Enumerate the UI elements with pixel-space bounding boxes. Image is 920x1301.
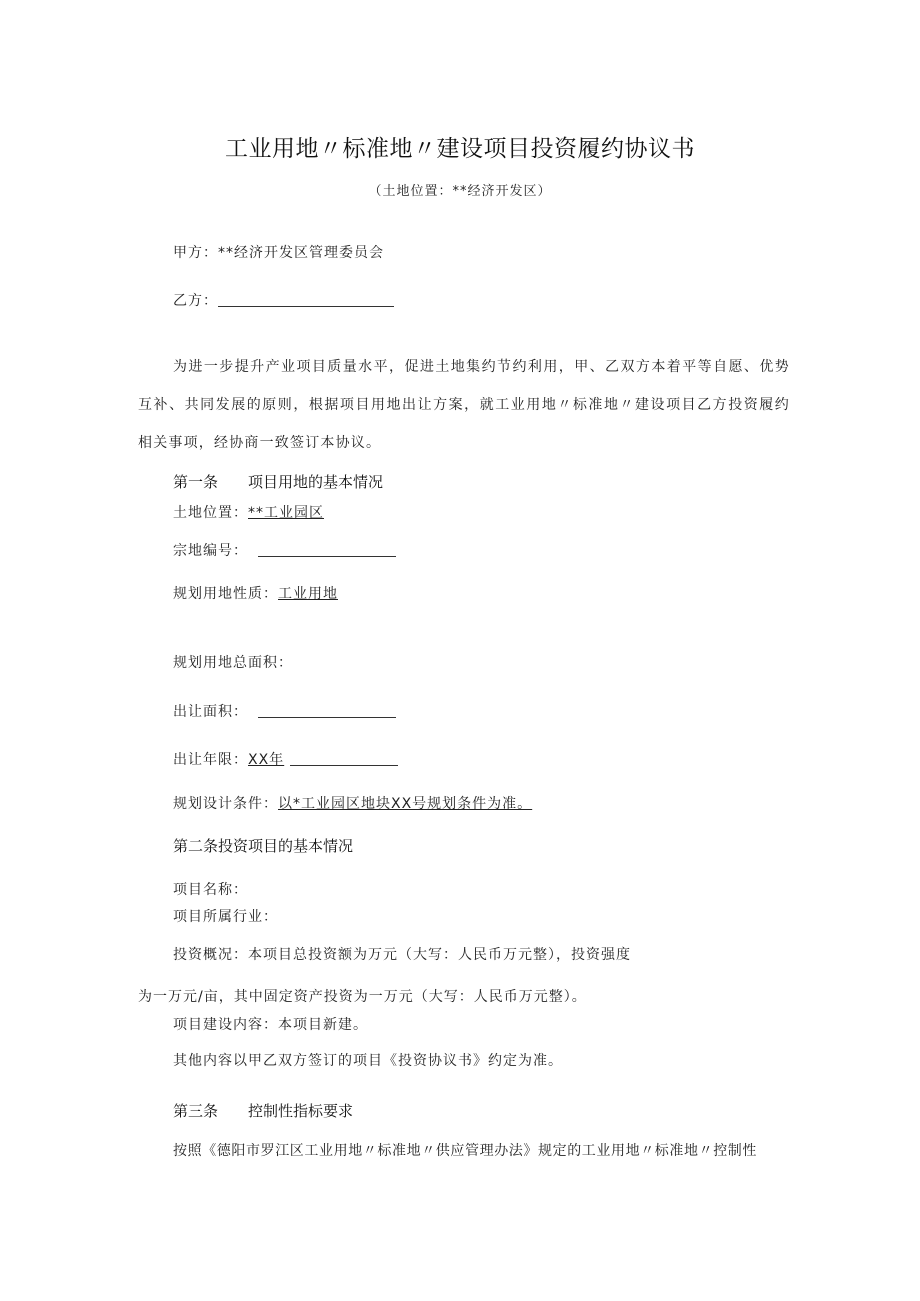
project-name: 项目名称：: [173, 882, 248, 898]
planning-conditions: [173, 793, 532, 813]
parcel-number: [173, 540, 396, 560]
transfer-term-blank: [290, 751, 398, 766]
party-a: 甲方：**经济开发区管理委员会: [173, 245, 384, 261]
construction-content: 项目建设内容：本项目新建。: [173, 1017, 368, 1033]
transfer-term-label: 出让年限：: [173, 752, 248, 768]
document-subtitle: （土地位置：**经济开发区）: [368, 184, 552, 199]
land-location: [173, 502, 324, 522]
party-b-label: 乙方：: [173, 293, 218, 309]
article3-text: 按照《德阳市罗江区工业用地〃标准地〃供应管理办法》规定的工业用地〃标准地〃控制性: [173, 1143, 757, 1159]
article3-heading: 第三条 控制性指标要求: [173, 1102, 354, 1120]
planning-conditions-label: 规划设计条件：: [173, 796, 278, 812]
other-content: 其他内容以甲乙双方签订的项目《投资协议书》约定为准。: [173, 1053, 563, 1069]
intro-paragraph: 为进一步提升产业项目质量水平，促进土地集约节约利用，甲、乙双方本着平等自愿、优势互补、共同发展的原则，根据项目用地出让方案，就工业用地〃标准地〃建设项目乙方投资履约相关事项，经协商一致签订本协议。: [138, 359, 790, 451]
article1-heading: 第一条 项目用地的基本情况: [173, 473, 384, 491]
transfer-term: [173, 749, 398, 769]
investment-overview-line2: 为一万元/亩，其中固定资产投资为一万元（大写：人民币万元整）。: [138, 989, 587, 1005]
transfer-area: [173, 701, 396, 721]
total-area: 规划用地总面积：: [173, 655, 293, 671]
party-b-blank: [218, 292, 394, 307]
land-use-value: 工业用地: [278, 586, 338, 602]
investment-overview-line1: 投资概况：本项目总投资额为万元（大写：人民币万元整），投资强度: [173, 947, 631, 963]
party-b: [173, 290, 394, 310]
land-location-label: 土地位置：: [173, 505, 248, 521]
parcel-number-label: 宗地编号：: [173, 543, 248, 559]
parcel-number-blank: [258, 542, 396, 557]
land-use: [173, 583, 338, 603]
planning-conditions-value: 以*工业园区地块XX号规划条件为准。: [278, 796, 533, 812]
document-title: 工业用地〃标准地〃建设项目投资履约协议书: [225, 136, 695, 162]
land-location-value: **工业园区: [248, 505, 324, 521]
transfer-area-label: 出让面积：: [173, 704, 248, 720]
transfer-area-blank: [258, 703, 396, 718]
transfer-term-value: XX年: [248, 752, 285, 768]
article2-heading: 第二条投资项目的基本情况: [173, 837, 354, 855]
project-industry: 项目所属行业：: [173, 909, 278, 925]
land-use-label: 规划用地性质：: [173, 586, 278, 602]
